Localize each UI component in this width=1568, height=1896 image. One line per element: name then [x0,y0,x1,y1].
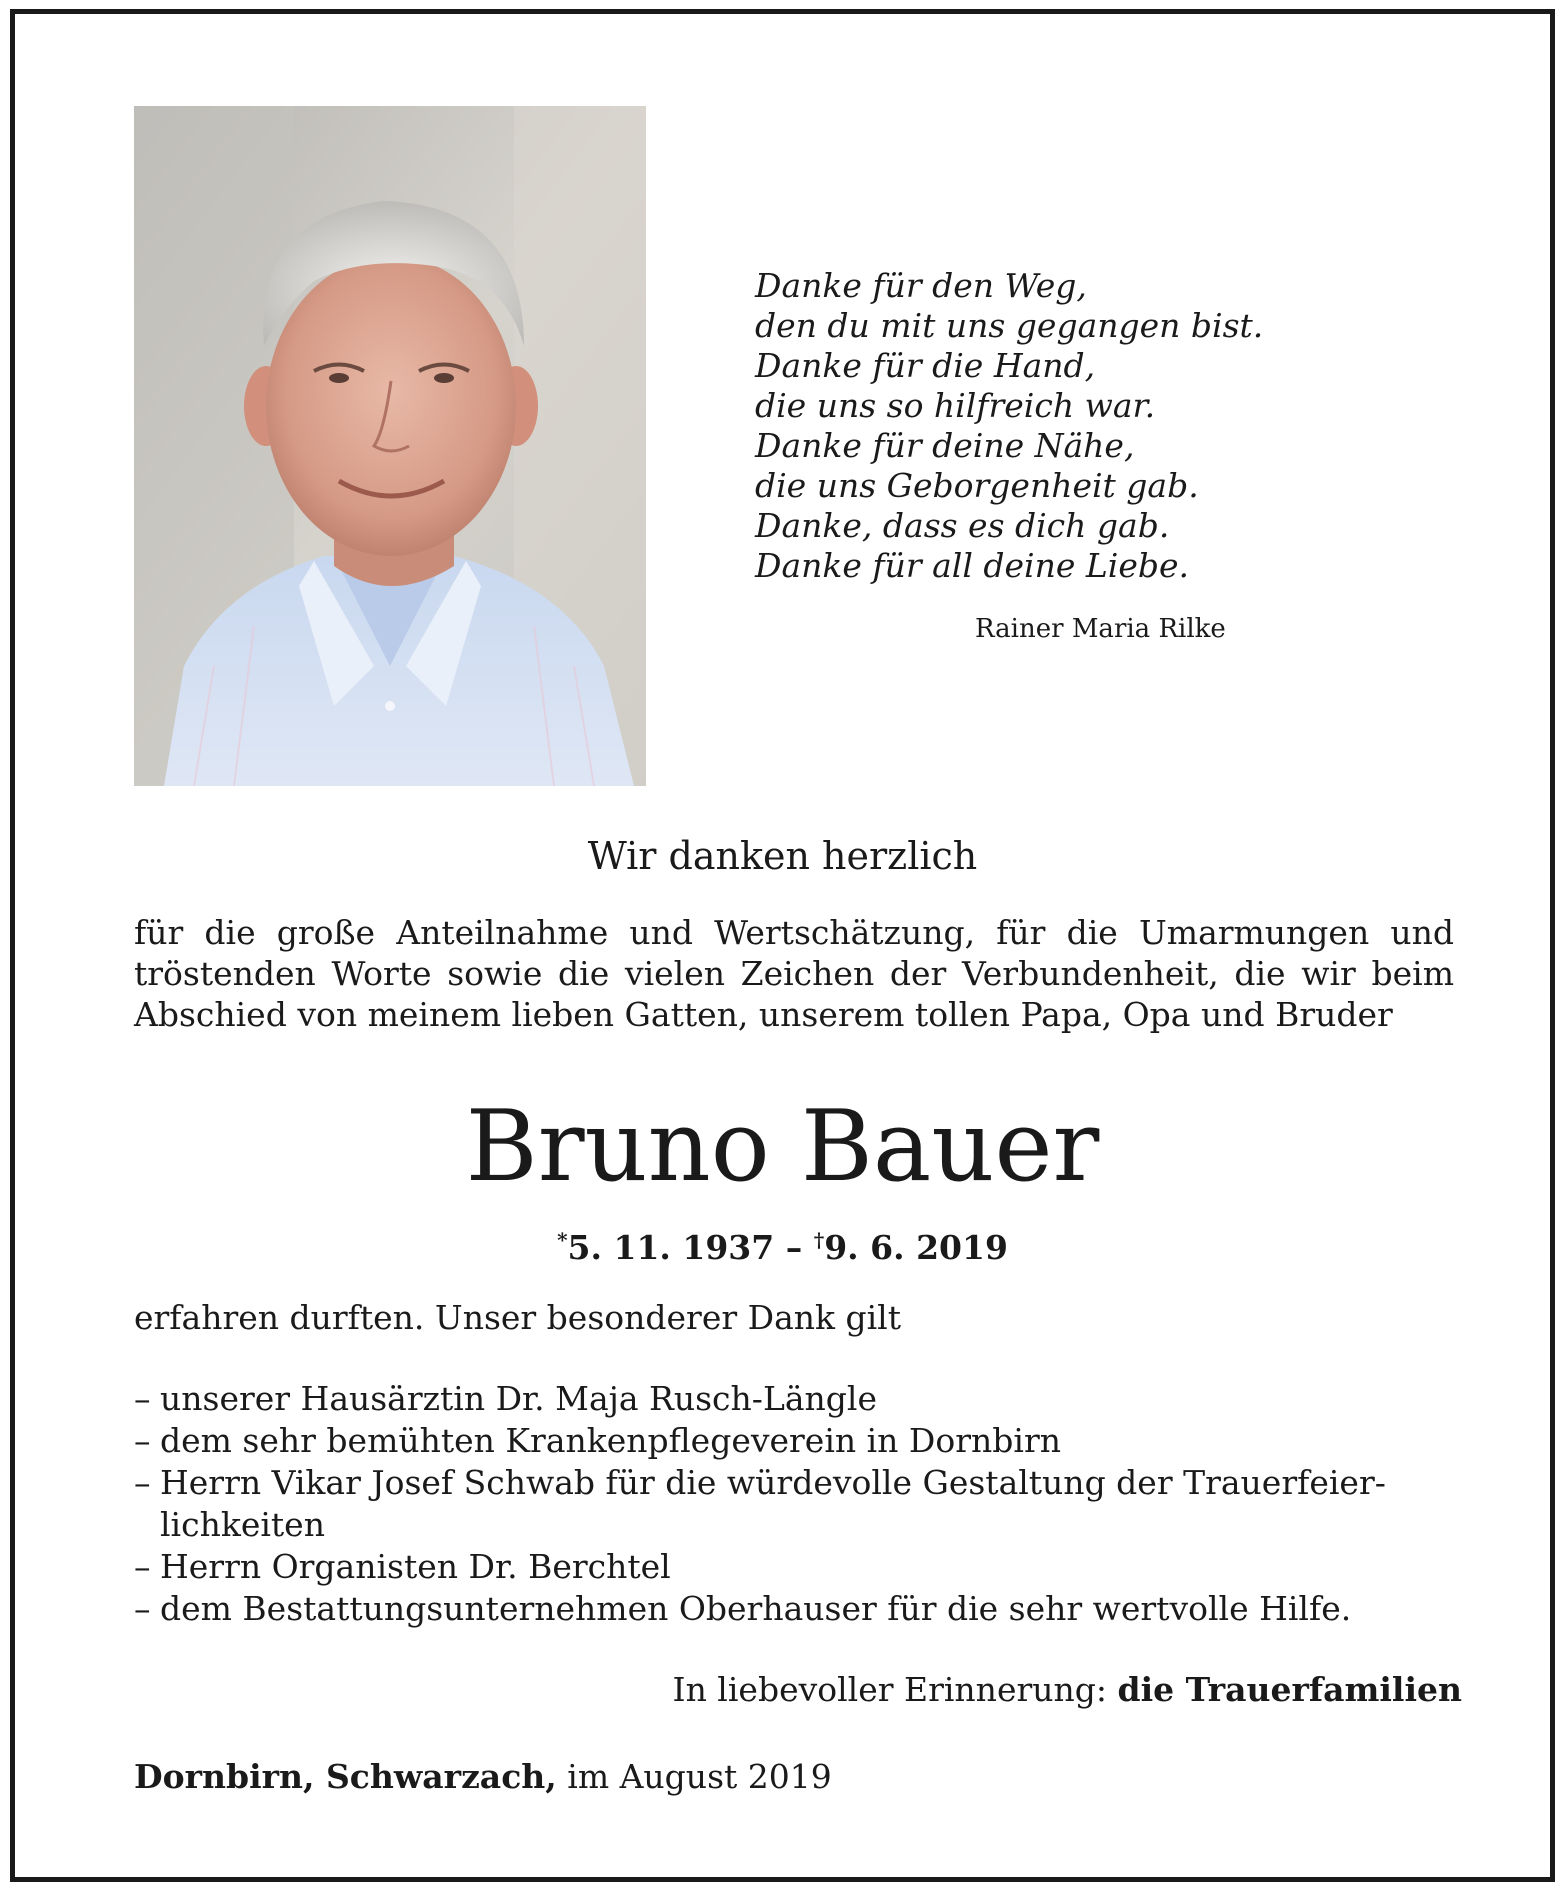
list-dash: – [134,1589,151,1628]
list-dash: – [134,1421,151,1460]
poem-line: Danke für deine Nähe, [755,426,1135,465]
poem-line: Danke für all deine Liebe. [755,546,1190,585]
thanks-list [134,1378,1454,1630]
birth-symbol: * [557,1228,568,1252]
obituary-card [10,9,1555,1882]
closing-prefix: In liebevoller Erinnerung: [672,1670,1107,1709]
poem [755,266,1455,586]
list-dash: – [134,1463,151,1502]
intro-line: für die große Anteilnahme und Wertschätzung, für die Umarmungen und [134,913,1454,952]
date-separator: – [774,1228,814,1267]
list-item-text: Herrn Organisten Dr. Berchtel [160,1547,671,1586]
portrait-photo [134,106,646,786]
list-item [134,1378,1454,1420]
list-item-text: Herrn Vikar Josef Schwab für die würdevolle Gestaltung der Trauerfeier- [160,1463,1386,1502]
list-item [134,1588,1454,1630]
list-item-continuation: lichkeiten [160,1505,325,1544]
intro-paragraph [134,912,1454,1035]
place-date-text: im August 2019 [567,1757,832,1796]
place-locations: Dornbirn, Schwarzach, [134,1757,557,1796]
poem-line: die uns so hilfreich war. [755,386,1156,425]
list-item-text: dem sehr bemühten Krankenpflegeverein in Dornbirn [160,1421,1061,1460]
death-symbol: † [813,1228,825,1252]
list-item [134,1420,1454,1462]
poem-line: Danke für die Hand, [755,346,1096,385]
list-item-text: dem Bestattungsunternehmen Oberhauser für die sehr wertvolle Hilfe. [160,1589,1352,1628]
poem-line: die uns Geborgenheit gab. [755,466,1199,505]
poem-line: Danke für den Weg, [755,266,1087,305]
list-item [134,1546,1454,1588]
death-date: 9. 6. 2019 [824,1228,1008,1267]
poem-line: den du mit uns gegangen bist. [755,306,1264,345]
thanks-intro: erfahren durften. Unser besonderer Dank gilt [134,1298,901,1337]
list-item [134,1462,1454,1546]
closing-line [673,1669,1462,1711]
headline: Wir danken herzlich [587,834,978,878]
intro-line: Abschied von meinem lieben Gatten, unserem tollen Papa, Opa und Bruder [134,995,1393,1034]
list-item-text: unserer Hausärztin Dr. Maja Rusch-Längle [160,1379,877,1418]
place-date [134,1756,832,1798]
intro-line: tröstenden Worte sowie die vielen Zeichen der Verbundenheit, die wir beim [134,954,1454,993]
list-dash: – [134,1379,151,1418]
birth-date: 5. 11. 1937 [567,1228,775,1267]
life-dates [15,1219,1550,1269]
poem-line: Danke, dass es dich gab. [755,506,1170,545]
list-dash: – [134,1547,151,1586]
closing-signature: die Trauerfamilien [1117,1670,1462,1709]
deceased-name: Bruno Bauer [465,1090,1100,1204]
poem-author: Rainer Maria Rilke [975,614,1226,644]
